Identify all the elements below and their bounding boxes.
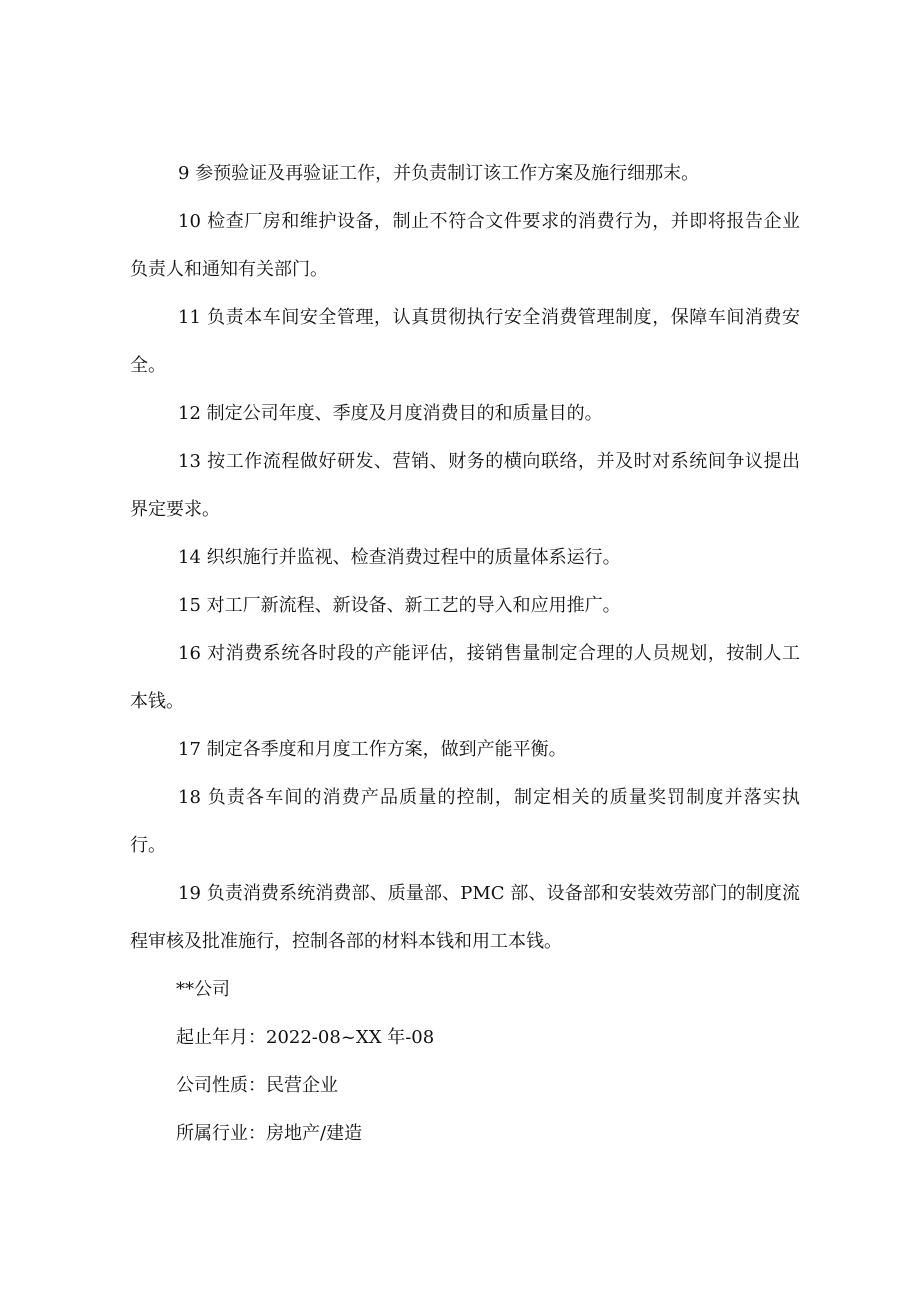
duty-item-11: 11 负责本车间安全管理，认真贯彻执行安全消费管理制度，保障车间消费安全。 — [130, 307, 800, 376]
duty-item-15: 15 对工厂新流程、新设备、新工艺的导入和应用推广。 — [178, 595, 621, 616]
company-nature: 公司性质：民营企业 — [176, 1075, 338, 1096]
duty-item-16: 16 对消费系统各时段的产能评估，接销售量制定合理的人员规划，按制人工本钱。 — [130, 643, 800, 712]
company-period: 起止年月：2022-08~XX 年-08 — [176, 1027, 435, 1048]
duty-item-18: 18 负责各车间的消费产品质量的控制，制定相关的质量奖罚制度并落实执行。 — [130, 787, 800, 856]
duty-item-10: 10 检查厂房和维护设备，制止不符合文件要求的消费行为，并即将报告企业负责人和通知有关部门。 — [130, 211, 800, 280]
duty-item-19: 19 负责消费系统消费部、质量部、PMC 部、设备部和安装效劳部门的制度流程审核及批准施行，控制各部的材料本钱和用工本钱。 — [130, 883, 800, 952]
duty-item-17: 17 制定各季度和月度工作方案，做到产能平衡。 — [178, 739, 567, 760]
company-industry: 所属行业：房地产/建造 — [176, 1123, 363, 1144]
duty-item-14: 14 织织施行并监视、检查消费过程中的质量体系运行。 — [178, 547, 621, 568]
duty-item-12: 12 制定公司年度、季度及月度消费目的和质量目的。 — [178, 403, 603, 424]
duty-item-13: 13 按工作流程做好研发、营销、财务的横向联络，并及时对系统间争议提出界定要求。 — [130, 451, 800, 520]
company-name: **公司 — [176, 979, 230, 1000]
duty-item-9: 9 参预验证及再验证工作，并负责制订该工作方案及施行细那末。 — [178, 163, 700, 184]
document-body — [130, 150, 800, 1158]
